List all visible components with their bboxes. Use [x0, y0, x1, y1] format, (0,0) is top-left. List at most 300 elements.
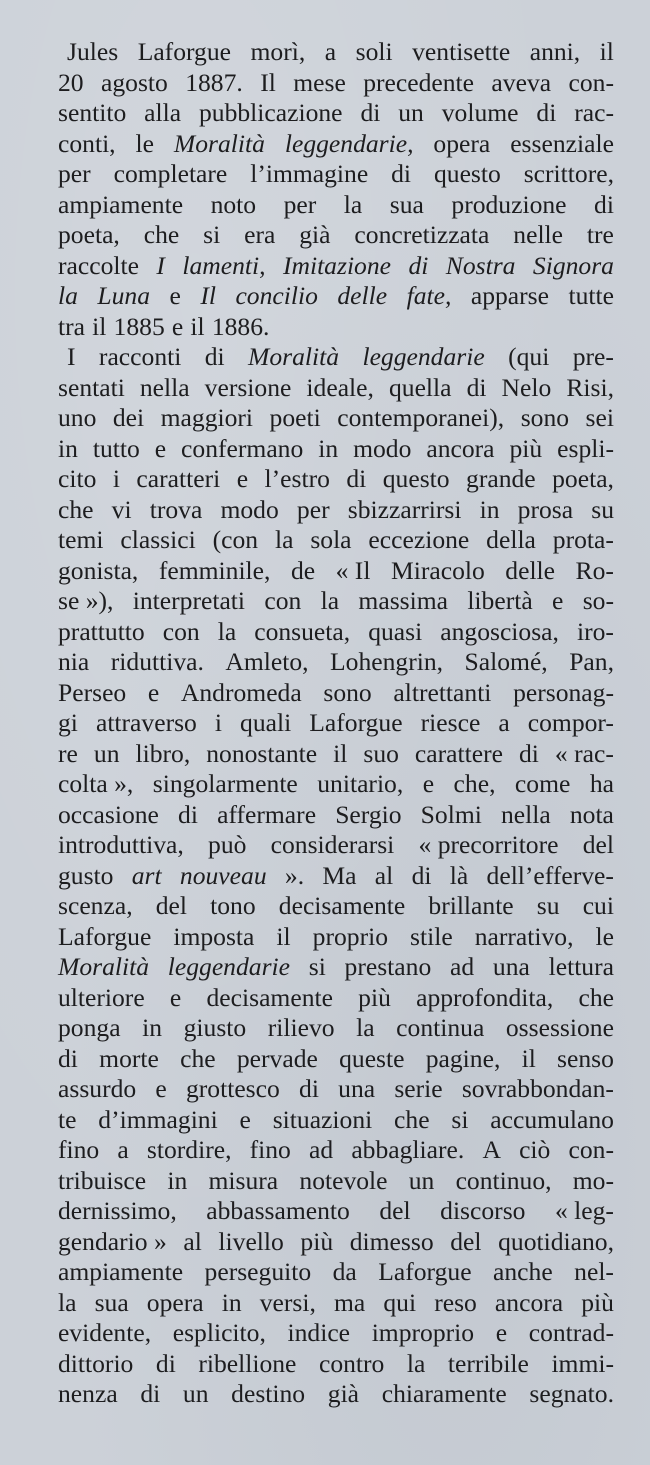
word: che, — [453, 769, 496, 798]
word: conti, — [58, 128, 116, 158]
word: del — [155, 891, 188, 920]
word: del — [379, 1196, 411, 1225]
italic-word: Nostra — [445, 250, 516, 280]
word: da — [332, 1257, 357, 1286]
text-line — [58, 678, 614, 709]
word: brillante — [428, 891, 514, 920]
word: iro- — [576, 616, 614, 646]
word: a — [117, 1135, 129, 1164]
word: sua — [94, 1287, 129, 1317]
word: una — [338, 1074, 376, 1103]
word: come — [514, 769, 571, 798]
word: su — [536, 891, 560, 920]
word: grande — [466, 464, 536, 493]
word: pubblicazione — [198, 98, 343, 127]
italic-word: Moralità — [173, 128, 265, 158]
word: stile — [410, 921, 453, 951]
word: di — [204, 342, 225, 371]
word: tra — [58, 311, 85, 341]
word: cito — [58, 464, 97, 493]
word: compor- — [527, 708, 614, 737]
word: più — [300, 1226, 334, 1256]
word: i — [214, 708, 223, 737]
word: angosciosa, — [440, 616, 559, 646]
italic-word: leggendarie — [167, 952, 290, 981]
word: (qui — [508, 342, 550, 371]
word: riesce — [420, 708, 481, 737]
word: imposta — [173, 921, 255, 951]
word: uno — [58, 403, 97, 432]
text-line — [58, 312, 614, 343]
text-line — [58, 739, 614, 770]
word: Perseo — [58, 677, 127, 707]
word: d’immagini — [98, 1104, 218, 1134]
word: introduttiva, — [58, 830, 184, 859]
text-line — [58, 434, 614, 465]
word: noto — [210, 189, 257, 219]
word: discorso — [440, 1196, 526, 1225]
word: confermano — [181, 433, 304, 463]
text-line — [58, 129, 614, 160]
word: altrettanti — [393, 677, 492, 707]
text-line — [58, 1349, 614, 1380]
word: e — [147, 677, 160, 707]
word: anni, — [529, 37, 581, 66]
word: qui — [383, 1287, 417, 1317]
word: il — [333, 738, 348, 768]
text-line — [58, 159, 614, 190]
word: (con — [212, 525, 259, 554]
text-line — [58, 281, 614, 312]
italic-word: lamenti, — [182, 250, 266, 280]
word: nel- — [574, 1257, 614, 1286]
word: 1887. — [185, 67, 243, 97]
word: soli — [355, 37, 393, 66]
word: sbizzarrirsi — [347, 494, 462, 524]
word: si — [308, 952, 326, 981]
word: un — [398, 98, 424, 127]
word: livello — [218, 1226, 284, 1256]
word: un — [182, 1379, 209, 1408]
word: gendario » — [58, 1226, 167, 1256]
word: in — [479, 494, 500, 524]
text-line — [58, 1013, 614, 1044]
word: poeta, — [552, 464, 614, 493]
word: destino — [231, 1379, 306, 1408]
word: abbagliare. — [351, 1135, 465, 1164]
word: anche — [493, 1257, 553, 1286]
word: più — [581, 1287, 614, 1317]
text-line — [58, 98, 614, 129]
word: pre- — [572, 342, 614, 371]
word: e — [154, 433, 167, 463]
word: ponga — [58, 1013, 121, 1042]
word: Laforgue — [309, 708, 403, 737]
word: di — [360, 98, 381, 127]
word: il — [276, 921, 291, 951]
text-line — [58, 586, 614, 617]
word: « Il — [335, 555, 371, 585]
word: contemporanei), — [337, 403, 505, 432]
word: vi — [111, 494, 132, 524]
word: può — [208, 830, 247, 859]
word: per — [296, 494, 330, 524]
text-line — [58, 1379, 614, 1410]
word: scenza, — [58, 891, 133, 920]
word: volume — [441, 98, 519, 127]
italic-word: Moralità — [58, 952, 150, 981]
text-line — [58, 37, 614, 68]
word: di — [411, 860, 432, 890]
text-line — [58, 647, 614, 678]
italic-word: di — [408, 250, 429, 280]
text-line — [58, 251, 614, 282]
text-line — [58, 1105, 614, 1136]
word: ancora — [494, 1287, 564, 1317]
word: sovrabbondan- — [461, 1074, 614, 1103]
text-line — [58, 220, 614, 251]
word: abbassamento — [206, 1196, 350, 1225]
word: grottesco — [185, 1074, 280, 1103]
word: ». — [284, 860, 305, 890]
word: notevole — [299, 1165, 388, 1195]
word: al — [374, 860, 394, 890]
word: tutte — [568, 281, 614, 310]
word: prestano — [344, 952, 432, 981]
word: per — [283, 189, 317, 219]
word: eccezione — [368, 525, 470, 554]
word: consueta, — [254, 616, 351, 646]
word: di — [536, 98, 557, 127]
word: Solmi — [420, 799, 482, 829]
word: delle — [505, 555, 556, 585]
word: un — [408, 1165, 435, 1195]
word: Il — [260, 67, 276, 97]
word: e — [239, 1104, 251, 1134]
word: la — [58, 1287, 77, 1317]
word: riduttiva. — [110, 647, 204, 676]
word: evidente, — [58, 1318, 152, 1347]
word: carattere — [414, 738, 503, 768]
word: precedente — [363, 67, 475, 97]
word: che — [143, 220, 180, 249]
word: reso — [434, 1287, 477, 1317]
italic-word: Signora — [532, 250, 614, 280]
word: con — [162, 616, 200, 646]
word: decisamente — [206, 982, 333, 1012]
word: l’immagine — [250, 159, 369, 188]
word: Lohengrin, — [330, 647, 444, 676]
word: gusto — [58, 860, 114, 890]
word: prosa — [517, 494, 574, 524]
text-line — [58, 1166, 614, 1197]
italic-word: leggendarie, — [284, 128, 414, 158]
word: di — [346, 464, 367, 493]
word: dei — [112, 403, 145, 432]
word: Jules — [67, 37, 119, 66]
word: perseguito — [204, 1257, 312, 1286]
word: del — [582, 830, 614, 859]
word: sono — [323, 677, 372, 707]
word: decisamente — [278, 891, 406, 920]
italic-word: Moralità — [248, 342, 340, 371]
word: caratteri — [136, 464, 221, 493]
word: Laforgue — [58, 921, 152, 951]
word: Ro- — [575, 555, 614, 585]
text-line — [58, 891, 614, 922]
word: « leg- — [554, 1196, 614, 1225]
word: dimesso — [349, 1226, 434, 1256]
text-line — [58, 403, 614, 434]
word: quella — [388, 372, 452, 402]
word: 1885 — [113, 311, 165, 341]
word: maggiori — [160, 403, 254, 432]
paragraph — [58, 37, 614, 342]
word: nelle — [513, 220, 564, 249]
word: femminile, — [158, 555, 271, 585]
word: ad — [450, 952, 475, 981]
word: colta », — [58, 769, 134, 798]
word: nella — [500, 799, 551, 829]
word: continuo, — [455, 1165, 552, 1195]
word: contro — [318, 1348, 385, 1378]
word: de — [290, 555, 316, 585]
word: sentito — [58, 98, 127, 127]
word: che — [58, 494, 94, 524]
word: di — [58, 1043, 78, 1073]
word: la — [274, 525, 294, 554]
word: accumulano — [490, 1104, 614, 1134]
word: espli- — [557, 433, 614, 463]
word: interpretati — [132, 586, 246, 615]
word: dittorio — [58, 1348, 134, 1378]
text-line — [58, 1318, 614, 1349]
word: già — [327, 1379, 360, 1408]
text-line — [58, 1044, 614, 1075]
body-text — [58, 37, 614, 1410]
word: le — [135, 128, 154, 158]
word: prota- — [552, 525, 614, 554]
word: libertà — [467, 586, 533, 615]
word: singolarmente — [152, 769, 298, 798]
word: aveva — [491, 67, 552, 97]
word: Sergio — [335, 799, 402, 829]
word: tre — [586, 220, 614, 249]
word: e — [422, 769, 435, 798]
word: in — [221, 1287, 242, 1317]
word: con- — [568, 1135, 614, 1164]
word: « rac- — [554, 738, 614, 768]
word: quali — [240, 708, 292, 737]
word: di — [299, 1074, 319, 1103]
word: fino — [249, 1135, 291, 1164]
word: ossessione — [505, 1013, 614, 1042]
word: in — [318, 433, 339, 463]
word: gonista, — [58, 555, 139, 585]
word: sua — [389, 189, 424, 219]
word: modo — [353, 433, 412, 463]
word: ampiamente — [58, 1257, 184, 1286]
word: improprio — [371, 1318, 475, 1347]
word: di — [519, 738, 539, 768]
word: l’estro — [264, 464, 330, 493]
word: racconti — [98, 342, 182, 371]
italic-word: nouveau — [179, 860, 267, 890]
word: con- — [568, 67, 614, 97]
word: e — [171, 311, 184, 341]
word: tribuisce — [58, 1165, 147, 1195]
text-line — [58, 1227, 614, 1258]
word: quasi — [368, 616, 423, 646]
word: chiaramente — [381, 1379, 507, 1408]
word: ampiamente — [58, 189, 184, 219]
word: più — [509, 433, 543, 463]
text-line — [58, 861, 614, 892]
word: e — [169, 281, 181, 310]
word: in — [142, 1013, 163, 1042]
word: i — [112, 464, 120, 493]
italic-word: delle — [337, 281, 388, 310]
word: queste — [339, 1043, 405, 1073]
word: e — [495, 1318, 508, 1347]
text-line — [58, 68, 614, 99]
word: ideale, — [306, 372, 374, 402]
word: nenza — [58, 1379, 118, 1408]
text-line — [58, 1196, 614, 1227]
text-line — [58, 708, 614, 739]
word: che — [394, 1104, 430, 1134]
word: morì, — [250, 37, 306, 66]
word: là — [449, 860, 469, 890]
italic-word: Luna — [97, 281, 151, 310]
word: a — [324, 37, 337, 66]
text-line — [58, 1135, 614, 1166]
word: Salomé, — [464, 647, 548, 676]
word: lettura — [548, 952, 614, 981]
word: te — [58, 1104, 77, 1134]
text-line — [58, 373, 614, 404]
word: e — [236, 464, 249, 493]
italic-word: leggendarie — [362, 342, 485, 371]
text-line — [58, 556, 614, 587]
word: al — [183, 1226, 202, 1256]
word: la — [217, 616, 237, 646]
word: ma — [334, 1287, 366, 1317]
word: scrittore, — [523, 159, 614, 188]
word: 1886. — [211, 311, 270, 341]
word: di — [140, 1379, 161, 1408]
word: dell’efferve- — [486, 860, 614, 890]
word: temi — [58, 525, 104, 554]
word: approfondita, — [416, 982, 554, 1012]
italic-word: fate, — [406, 281, 452, 310]
word: classici — [120, 525, 196, 554]
word: cui — [582, 891, 614, 920]
word: pagine, — [425, 1043, 501, 1073]
text-line — [58, 983, 614, 1014]
word: narrativo, — [474, 921, 574, 951]
word: e — [155, 1074, 167, 1103]
word: la — [320, 586, 340, 615]
text-line — [58, 952, 614, 983]
word: di — [594, 189, 614, 219]
word: Andromeda — [180, 677, 302, 707]
word: la — [406, 1348, 426, 1378]
italic-word: concilio — [235, 281, 318, 310]
word: questo — [433, 159, 501, 188]
text-line — [58, 922, 614, 953]
word: che — [180, 1043, 216, 1073]
word: concretizzata — [354, 220, 490, 249]
word: opera — [146, 1287, 204, 1317]
word: ha — [589, 769, 614, 798]
word: Risi, — [566, 372, 614, 402]
text-line — [58, 342, 614, 373]
word: quotidiano, — [498, 1226, 614, 1256]
word: la — [356, 1013, 375, 1042]
text-line — [58, 769, 614, 800]
word: senso — [557, 1043, 614, 1073]
word: si — [451, 1104, 469, 1134]
word: questo — [382, 464, 450, 493]
italic-word: I — [156, 250, 165, 280]
word: terribile — [447, 1348, 529, 1378]
italic-word: la — [58, 281, 78, 310]
word: una — [492, 952, 530, 981]
word: ancora — [426, 433, 495, 463]
word: in — [167, 1165, 188, 1195]
word: tono — [210, 891, 256, 920]
word: e — [552, 586, 564, 615]
word: la — [343, 189, 363, 219]
paragraph — [58, 342, 614, 1410]
word: tutto — [92, 433, 140, 463]
word: le — [595, 921, 614, 951]
word: re — [58, 738, 78, 768]
word: nonostante — [206, 738, 318, 768]
word: « precorritore — [418, 830, 559, 859]
word: attraverso — [95, 708, 197, 737]
word: nota — [569, 799, 614, 829]
text-line — [58, 464, 614, 495]
word: immi- — [551, 1348, 614, 1378]
word: poeti — [269, 403, 321, 432]
word: versione — [204, 372, 292, 402]
word: mo- — [572, 1165, 614, 1195]
word: A — [482, 1135, 501, 1164]
word: completare — [113, 159, 228, 188]
word: Laforgue — [137, 37, 232, 66]
word: giusto — [183, 1013, 247, 1042]
word: produzione — [451, 189, 567, 219]
text-line — [58, 1257, 614, 1288]
word: che — [578, 982, 614, 1012]
text-line — [58, 830, 614, 861]
word: il — [92, 311, 107, 341]
word: un — [93, 738, 120, 768]
word: su — [591, 494, 614, 524]
word: raccolte — [58, 250, 139, 280]
word: affermare — [217, 799, 317, 829]
word: sentati — [58, 372, 125, 402]
word: a — [498, 708, 510, 737]
word: era — [244, 220, 276, 249]
word: I — [67, 342, 76, 371]
text-line — [58, 617, 614, 648]
word: mese — [293, 67, 346, 97]
word: il — [521, 1043, 536, 1073]
word: contrad- — [528, 1318, 614, 1347]
